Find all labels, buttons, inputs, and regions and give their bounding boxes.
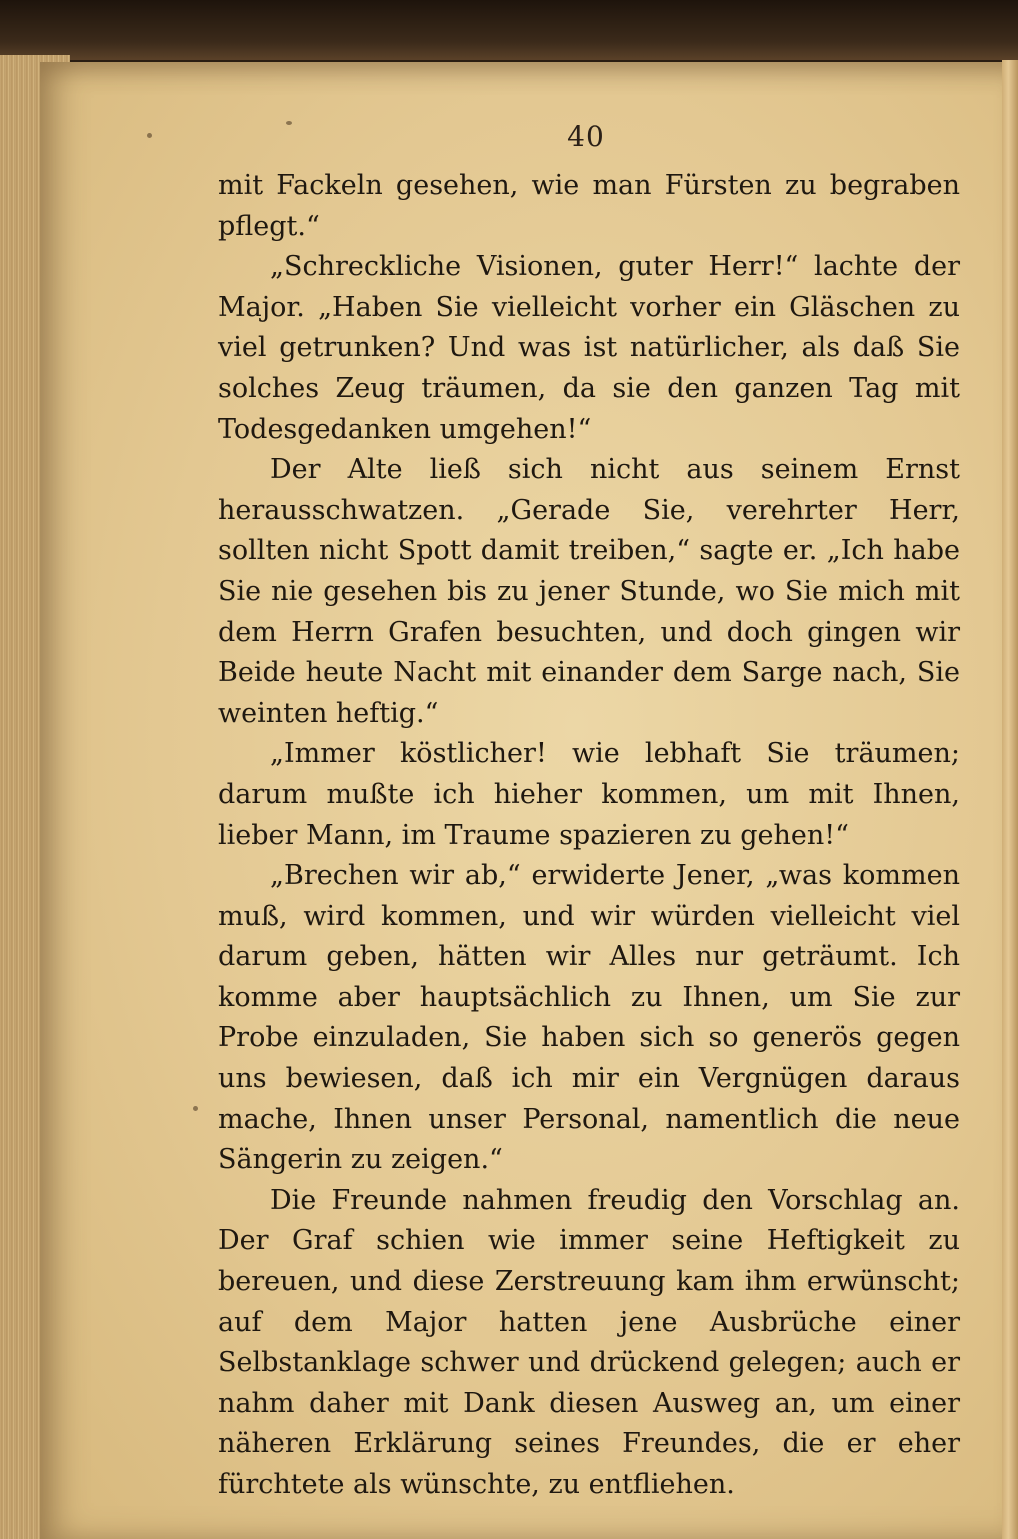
paragraph: „Schreckliche Visionen, guter Herr!“ lachte der Major. „Haben Sie vielleicht vorher ein Gläschen zu viel getrunken? Und was ist natürlicher, als daß Sie solches Zeug träumen, da sie den ganzen Tag mit Todesgedanken umgehen!“ [218, 251, 960, 445]
paragraph: Die Freunde nahmen freudig den Vorschlag an. Der Graf schien wie immer seine Heftigkeit zu bereuen, und diese Zerstreuung kam ihm erwünscht; auf dem Major hatten jene Ausbrüche einer Selbstanklage schwer und drückend gelegen; auch er nahm daher mit Dank diesen Ausweg an, um einer näheren Erklärung seines Freundes, die er eher fürchtete als wünschte, zu entfliehen. [218, 1184, 960, 1500]
ink-spot [193, 1106, 198, 1111]
paragraph: „Immer köstlicher! wie lebhaft Sie träumen; darum mußte ich hieher kommen, um mit Ihnen, lieber Mann, im Traume spazieren zu gehen!“ [218, 738, 960, 851]
ink-spot [286, 121, 292, 125]
paragraph: „Brechen wir ab,“ erwiderte Jener, „was kommen muß, wird kommen, und wir würden vielleicht viel darum geben, hätten wir Alles nur geträumt. Ich komme aber hauptsächlich zu Ihnen, um Sie zur Probe einzuladen, Sie haben sich so generös gegen uns bewiesen, daß ich mir ein Vergnügen daraus mache, Ihnen unser Personal, namentlich die neue Sängerin zu zeigen.“ [218, 860, 960, 1176]
page-right-edge [1002, 60, 1018, 1539]
body-text [218, 166, 960, 1506]
ink-spot [147, 133, 152, 138]
binding-shadow [0, 0, 1018, 60]
page-number: 40 [567, 120, 605, 153]
paragraph: Der Alte ließ sich nicht aus seinem Ernst herausschwatzen. „Gerade Sie, verehrter Herr, sollten nicht Spott damit treiben,“ sagte er. „Ich habe Sie nie gesehen bis zu jener Stunde, wo Sie mich mit dem Herrn Grafen besuchten, und doch gingen wir Beide heute Nacht mit einander dem Sarge nach, Sie weinten heftig.“ [218, 454, 960, 729]
paragraph: mit Fackeln gesehen, wie man Fürsten zu begraben pflegt.“ [218, 170, 960, 242]
